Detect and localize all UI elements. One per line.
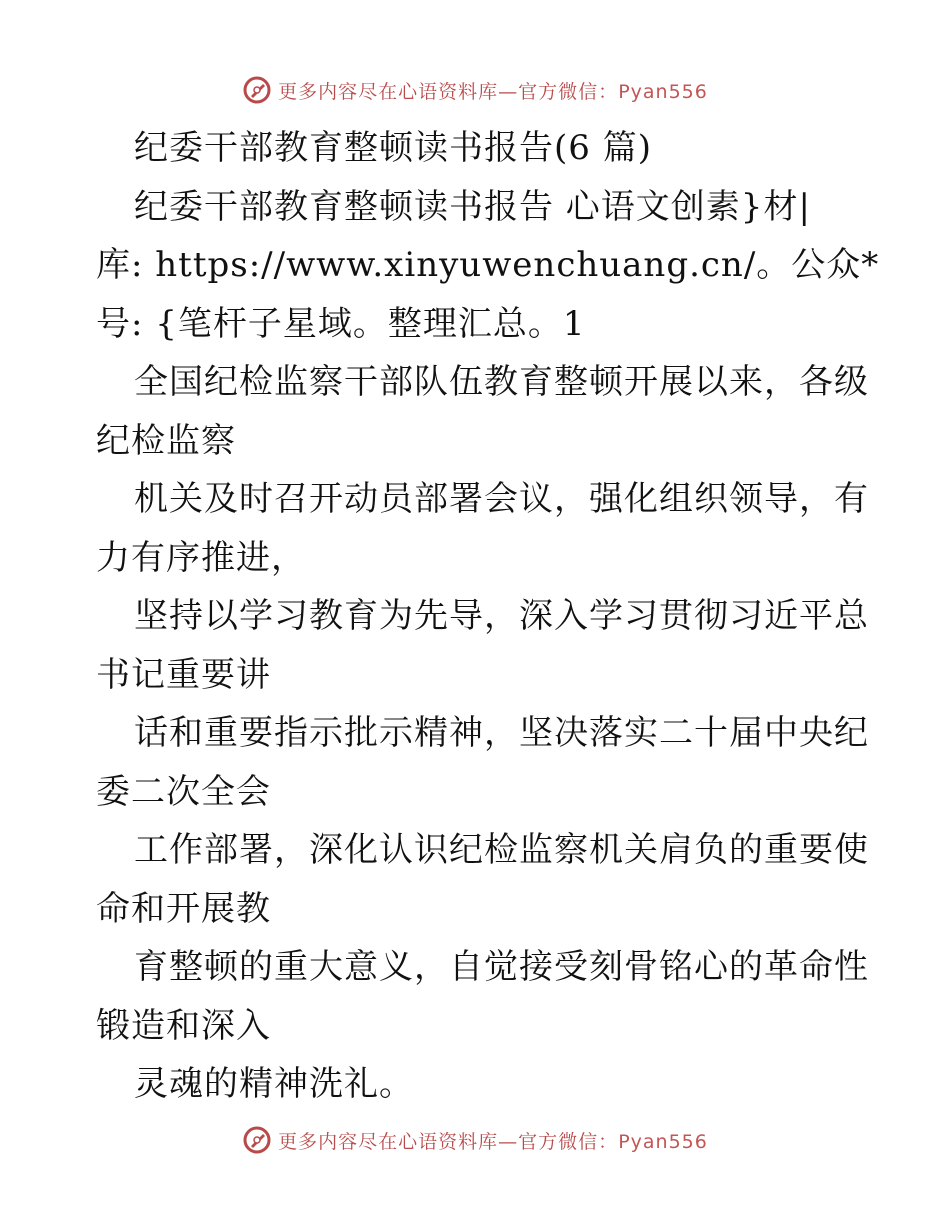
- pen-logo-icon: [242, 75, 272, 105]
- watermark-banner-bottom: [0, 1120, 950, 1160]
- watermark-wechat-label: 官方微信：: [518, 80, 619, 103]
- text-line: 工作部署，深化认识纪检监察机关肩负的重要使: [134, 830, 869, 870]
- text-line: 库: https://www.xinyuwenchuang.cn/。公众*: [96, 245, 880, 285]
- watermark-wechat-id: Pyan556: [618, 80, 708, 103]
- document-body: [96, 119, 880, 1114]
- text-line: 号: {笔杆子星域。整理汇总。1: [96, 303, 586, 344]
- text-line: 书记重要讲: [96, 654, 271, 695]
- text-line: 全国纪检监察干部队伍教育整顿开展以来，各级: [134, 362, 869, 402]
- text-line: 锻造和深入: [96, 1005, 271, 1046]
- text-line: 命和开展教: [96, 888, 271, 929]
- watermark-brand: 更多内容尽在心语资料库: [278, 80, 499, 103]
- text-line: 灵魂的精神洗礼。: [134, 1064, 414, 1104]
- watermark-separator: —: [498, 80, 519, 103]
- watermark-wechat-id: Pyan556: [618, 1130, 708, 1153]
- watermark-brand: 更多内容尽在心语资料库: [278, 1130, 499, 1153]
- watermark-separator: —: [498, 1130, 519, 1153]
- watermark-text: [278, 77, 708, 104]
- text-line: 力有序推进，: [96, 537, 306, 578]
- text-line: 机关及时召开动员部署会议，强化组织领导，有: [134, 479, 869, 519]
- watermark-banner-top: [0, 70, 950, 110]
- text-line: 话和重要指示批示精神，坚决落实二十届中央纪: [134, 713, 869, 753]
- text-line: 委二次全会: [96, 771, 271, 812]
- pen-logo-icon: [242, 1125, 272, 1155]
- watermark-text: [278, 1127, 708, 1154]
- text-line: 纪委干部教育整顿读书报告 心语文创素}材|: [134, 186, 811, 227]
- text-line: 坚持以学习教育为先导，深入学习贯彻习近平总: [134, 596, 869, 636]
- document-title: 纪委干部教育整顿读书报告(6 篇): [134, 128, 652, 168]
- text-line: 纪检监察: [96, 420, 236, 461]
- text-line: 育整顿的重大意义，自觉接受刻骨铭心的革命性: [134, 947, 869, 987]
- watermark-wechat-label: 官方微信：: [518, 1130, 619, 1153]
